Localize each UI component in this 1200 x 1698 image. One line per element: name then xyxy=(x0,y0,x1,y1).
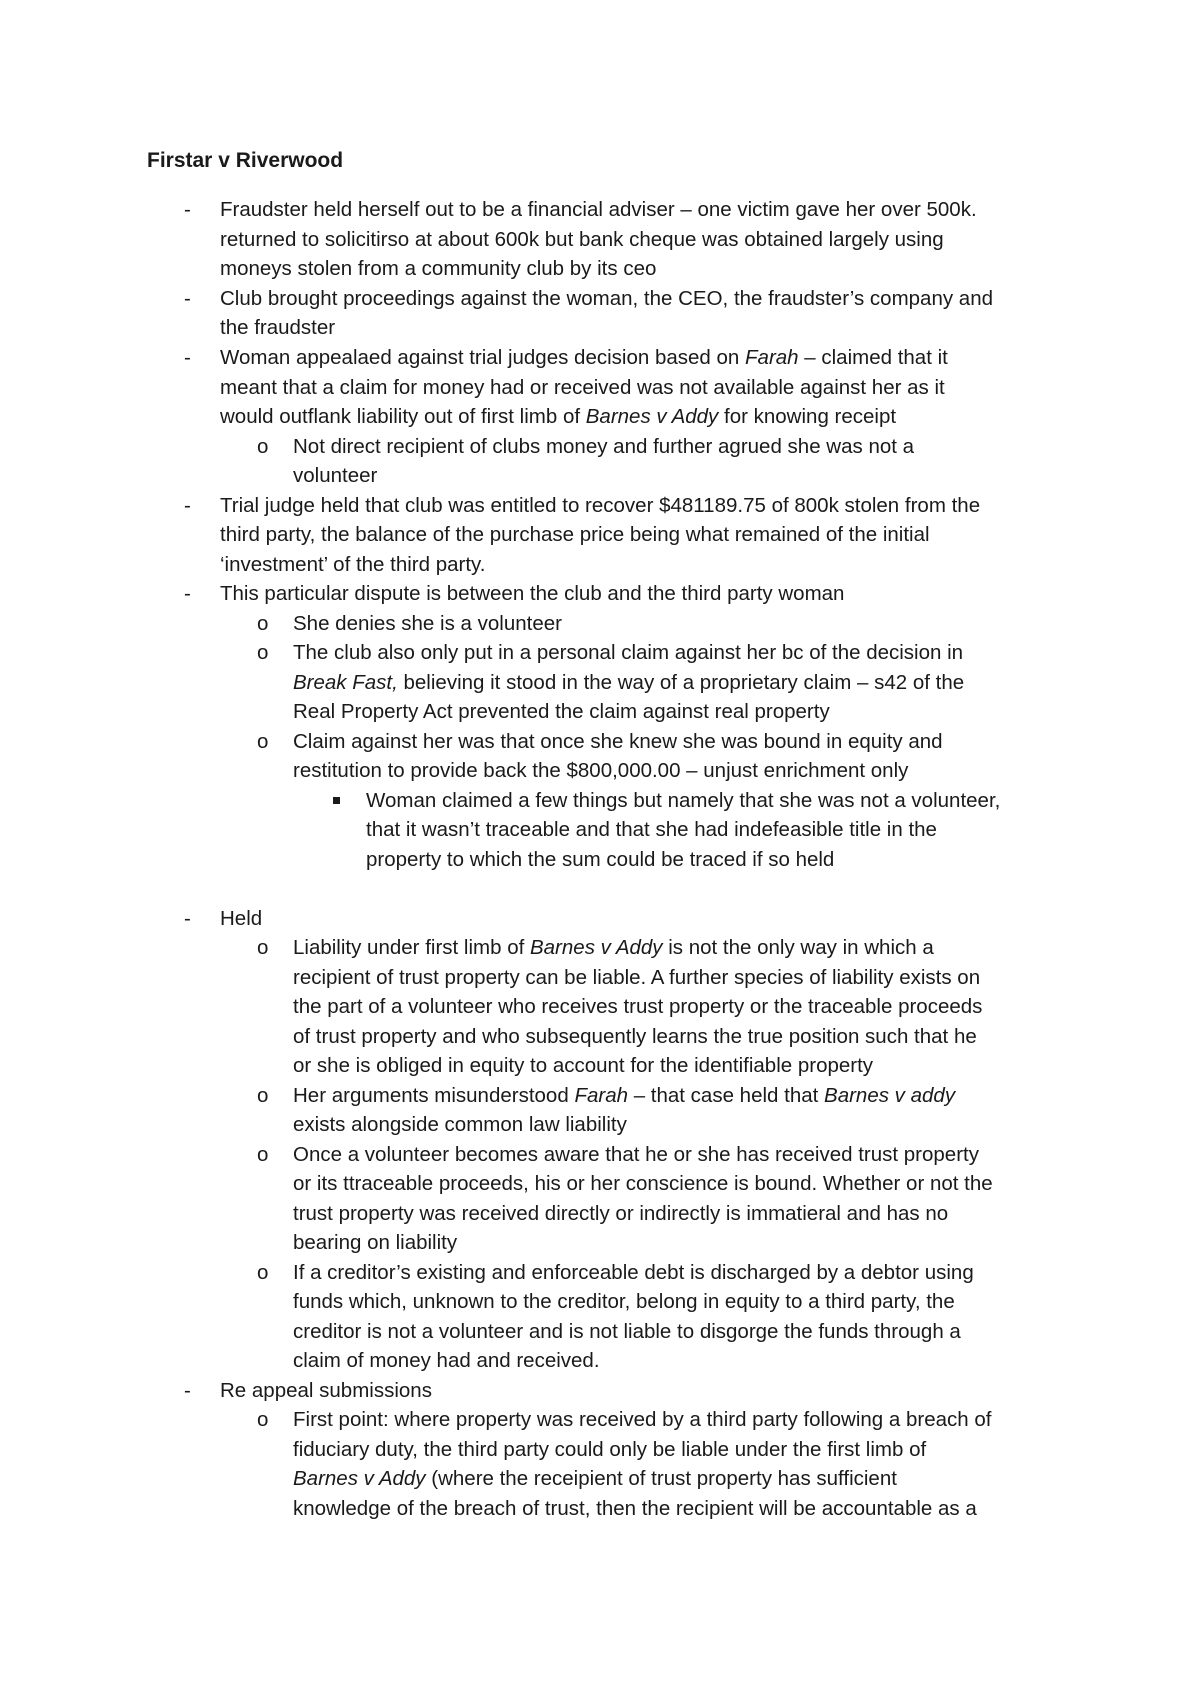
dash-bullet-marker: - xyxy=(184,582,191,605)
text-line: exists alongside common law liability xyxy=(293,1113,627,1136)
text-line xyxy=(220,345,948,371)
text-line: restitution to provide back the $800,000.00 – unjust enrichment only xyxy=(293,759,909,782)
text-run: – claimed that it xyxy=(798,346,948,369)
text-line: volunteer xyxy=(293,464,378,487)
text-line: recipient of trust property can be liable. A further species of liability exists on xyxy=(293,966,981,989)
text-line: third party, the balance of the purchase price being what remained of the initial xyxy=(220,523,930,546)
text-line: the part of a volunteer who receives trust property or the traceable proceeds xyxy=(293,995,983,1018)
text-line: fiduciary duty, the third party could only be liable under the first limb of xyxy=(293,1438,927,1461)
text-line: of trust property and who subsequently learns the true position such that he xyxy=(293,1025,977,1048)
text-line: property to which the sum could be traced if so held xyxy=(366,848,835,871)
text-line: funds which, unknown to the creditor, belong in equity to a third party, the xyxy=(293,1290,955,1313)
dash-bullet-marker: - xyxy=(184,907,191,930)
text-line: claim of money had and received. xyxy=(293,1349,600,1372)
text-line xyxy=(293,935,934,961)
text-line: Club brought proceedings against the woman, the CEO, the fraudster’s company and xyxy=(220,287,994,310)
text-line xyxy=(293,670,964,696)
case-name: Barnes v Addy xyxy=(293,1467,426,1490)
circle-bullet-marker: o xyxy=(257,641,269,664)
case-name: Barnes v addy xyxy=(824,1084,956,1107)
text-line xyxy=(220,404,896,430)
text-line: bearing on liability xyxy=(293,1231,458,1254)
text-line: knowledge of the breach of trust, then the recipient will be accountable as a xyxy=(293,1497,977,1520)
document-title: Firstar v Riverwood xyxy=(147,149,344,172)
text-line: returned to solicitirso at about 600k but bank cheque was obtained largely using xyxy=(220,228,944,251)
dash-bullet-marker: - xyxy=(184,346,191,369)
text-line: meant that a claim for money had or received was not available against her as it xyxy=(220,376,945,399)
text-line: Trial judge held that club was entitled to recover $481189.75 of 800k stolen from the xyxy=(220,494,981,517)
case-name: Barnes v Addy xyxy=(585,405,719,428)
text-line: She denies she is a volunteer xyxy=(293,612,562,635)
text-line: Woman claimed a few things but namely that she was not a volunteer, xyxy=(366,789,1001,812)
text-line: Once a volunteer becomes aware that he or she has received trust property xyxy=(293,1143,979,1166)
text-line: First point: where property was received by a third party following a breach of xyxy=(293,1408,992,1431)
text-line: Not direct recipient of clubs money and further agrued she was not a xyxy=(293,435,915,458)
text-run: would outflank liability out of first limb of xyxy=(220,405,586,428)
text-line xyxy=(293,1083,955,1109)
text-line: Claim against her was that once she knew she was bound in equity and xyxy=(293,730,943,753)
square-bullet-marker xyxy=(333,797,340,804)
text-line: Re appeal submissions xyxy=(220,1379,432,1402)
text-line: or she is obliged in equity to account for the identifiable property xyxy=(293,1054,874,1077)
case-name: Break Fast, xyxy=(293,671,398,694)
text-line: trust property was received directly or indirectly is immatieral and has no xyxy=(293,1202,949,1225)
text-line: This particular dispute is between the club and the third party woman xyxy=(220,582,845,605)
dash-bullet-marker: - xyxy=(184,494,191,517)
text-line: or its ttraceable proceeds, his or her conscience is bound. Whether or not the xyxy=(293,1172,993,1195)
text-line: moneys stolen from a community club by its ceo xyxy=(220,257,657,280)
text-run: for knowing receipt xyxy=(718,405,897,428)
circle-bullet-marker: o xyxy=(257,1261,269,1284)
text-line: Real Property Act prevented the claim against real property xyxy=(293,700,830,723)
text-line: Fraudster held herself out to be a financial adviser – one victim gave her over 500k. xyxy=(220,198,977,221)
dash-bullet-marker: - xyxy=(184,287,191,310)
dash-bullet-marker: - xyxy=(184,198,191,221)
circle-bullet-marker: o xyxy=(257,730,269,753)
text-line: ‘investment’ of the third party. xyxy=(220,553,486,576)
text-line: creditor is not a volunteer and is not liable to disgorge the funds through a xyxy=(293,1320,961,1343)
dash-bullet-marker: - xyxy=(184,1379,191,1402)
text-line xyxy=(293,1466,897,1492)
text-line: The club also only put in a personal claim against her bc of the decision in xyxy=(293,641,964,664)
text-line: the fraudster xyxy=(220,316,336,339)
text-run: Her arguments misunderstood xyxy=(293,1084,575,1107)
text-run: is not the only way in which a xyxy=(662,936,934,959)
circle-bullet-marker: o xyxy=(257,612,269,635)
text-line: If a creditor’s existing and enforceable debt is discharged by a debtor using xyxy=(293,1261,974,1284)
text-run: Woman appealaed against trial judges decision based on xyxy=(220,346,746,369)
text-line: Held xyxy=(220,907,263,930)
text-run: (where the receipient of trust property has sufficient xyxy=(425,1467,897,1490)
circle-bullet-marker: o xyxy=(257,936,269,959)
circle-bullet-marker: o xyxy=(257,1084,269,1107)
text-run: believing it stood in the way of a proprietary claim – s42 of the xyxy=(397,671,965,694)
text-run: – that case held that xyxy=(628,1084,825,1107)
circle-bullet-marker: o xyxy=(257,1143,269,1166)
circle-bullet-marker: o xyxy=(257,1408,269,1431)
case-name: Farah xyxy=(745,346,799,369)
circle-bullet-marker: o xyxy=(257,435,269,458)
text-run: Liability under first limb of xyxy=(293,936,530,959)
case-name: Barnes v Addy xyxy=(529,936,663,959)
case-name: Farah xyxy=(574,1084,628,1107)
text-line: that it wasn’t traceable and that she had indefeasible title in the xyxy=(366,818,937,841)
